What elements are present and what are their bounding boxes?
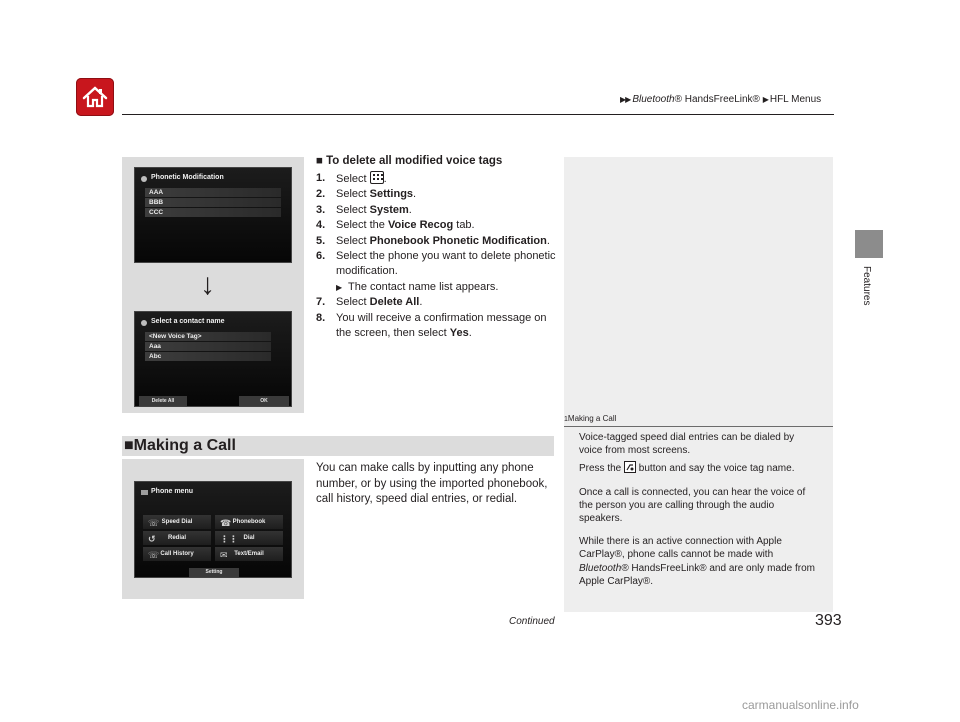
- call-history-button[interactable]: ☏ Call History: [143, 547, 211, 561]
- screen-title: Select a contact name: [141, 318, 285, 329]
- envelope-icon: ✉: [220, 550, 228, 560]
- title-dot-icon: [141, 320, 147, 326]
- call-history-icon: ☏: [148, 550, 160, 560]
- down-arrow-icon: ↓: [200, 268, 215, 301]
- step-6: 6. Select the phone you want to delete phonetic modification.: [316, 250, 556, 278]
- redial-button[interactable]: ↺ Redial: [143, 531, 211, 545]
- screen-title: Phonetic Modification: [141, 174, 285, 185]
- list-item[interactable]: Aaa: [145, 342, 271, 351]
- keypad-icon: ⋮⋮: [220, 534, 238, 544]
- page-number: 393: [815, 612, 842, 629]
- list-item[interactable]: Abc: [145, 352, 271, 361]
- phone-menu-screen: [134, 481, 292, 578]
- result-arrow-icon: ▶: [336, 282, 343, 292]
- step-3: 3. Select System.: [316, 203, 412, 216]
- phonebook-icon: ☎: [220, 518, 232, 528]
- title-dot-icon: [141, 176, 147, 182]
- phonetic-modification-screen: [134, 167, 292, 263]
- note-body: [579, 431, 819, 592]
- making-call-title: ■Making a Call: [124, 437, 236, 454]
- step-5: 5. Select Phonebook Phonetic Modification.: [316, 234, 550, 247]
- home-button[interactable]: [76, 78, 114, 116]
- step-4: 4. Select the Voice Recog tab.: [316, 219, 475, 232]
- breadcrumb-bluetooth[interactable]: Bluetooth: [632, 94, 675, 105]
- header-rule: [122, 114, 834, 115]
- text-email-button[interactable]: ✉ Text/Email: [215, 547, 283, 561]
- breadcrumb: ▶▶ Bluetooth® HandsFreeLink® ▶ HFL Menus: [620, 94, 822, 105]
- list-item[interactable]: BBB: [145, 198, 281, 207]
- dial-button[interactable]: ⋮⋮ Dial: [215, 531, 283, 545]
- setting-button[interactable]: Setting: [189, 568, 239, 577]
- step-2: 2. Select Settings.: [316, 188, 417, 201]
- section-tab[interactable]: [855, 230, 883, 258]
- step-6-result: ▶ The contact name list appears.: [316, 280, 556, 295]
- note-paragraph: Once a call is connected, you can hear the voice of the person you are calling through the audio speakers.: [579, 486, 806, 525]
- step-1: 1. Select .: [316, 172, 387, 185]
- home-icon: [82, 85, 108, 109]
- section-tab-label: Features: [861, 266, 872, 306]
- list-item[interactable]: CCC: [145, 208, 281, 217]
- note-paragraph: Press the button and say the voice tag name.: [579, 463, 795, 475]
- continued-label: Continued: [509, 616, 555, 627]
- delete-all-button[interactable]: Delete All: [139, 396, 187, 406]
- note-title: 1Making a Call: [564, 414, 617, 423]
- title-dot-icon: [141, 490, 148, 495]
- note-rule: [564, 426, 833, 427]
- note-paragraph: While there is an active connection with Apple CarPlay®, phone calls cannot be made with Bluetooth® HandsFreeLink® and are only made from Apple CarPlay®.: [579, 536, 815, 587]
- redial-icon: ↺: [148, 534, 156, 544]
- list-item[interactable]: AAA: [145, 188, 281, 197]
- speed-dial-button[interactable]: ☏ Speed Dial: [143, 515, 211, 529]
- ok-button[interactable]: OK: [239, 396, 289, 406]
- step-8: 8. You will receive a confirmation message on the screen, then select Yes.: [316, 311, 547, 340]
- step-7: 7. Select Delete All.: [316, 296, 423, 309]
- breadcrumb-hfl-menus[interactable]: HFL Menus: [769, 94, 822, 105]
- list-item[interactable]: <New Voice Tag>: [145, 332, 271, 341]
- delete-heading: ■ To delete all modified voice tags: [316, 155, 503, 167]
- note-paragraph: Voice-tagged speed dial entries can be dialed by voice from most screens.: [579, 432, 795, 457]
- select-contact-screen: [134, 311, 292, 407]
- home-grid-icon: [370, 171, 384, 184]
- making-call-paragraph: You can make calls by inputting any phone number, or by using the imported phonebook, call history, speed dial entries, or redial.: [316, 462, 548, 505]
- screen-title: Phone menu: [141, 488, 285, 499]
- side-panel: [564, 157, 833, 413]
- phonebook-button[interactable]: ☎ Phonebook: [215, 515, 283, 529]
- delete-steps: [316, 171, 556, 341]
- watermark: carmanualsonline.info: [742, 698, 859, 712]
- speed-dial-icon: ☏: [148, 518, 160, 528]
- talk-button-icon: [624, 461, 636, 473]
- breadcrumb-handsfreelink[interactable]: ® HandsFreeLink®: [674, 94, 760, 105]
